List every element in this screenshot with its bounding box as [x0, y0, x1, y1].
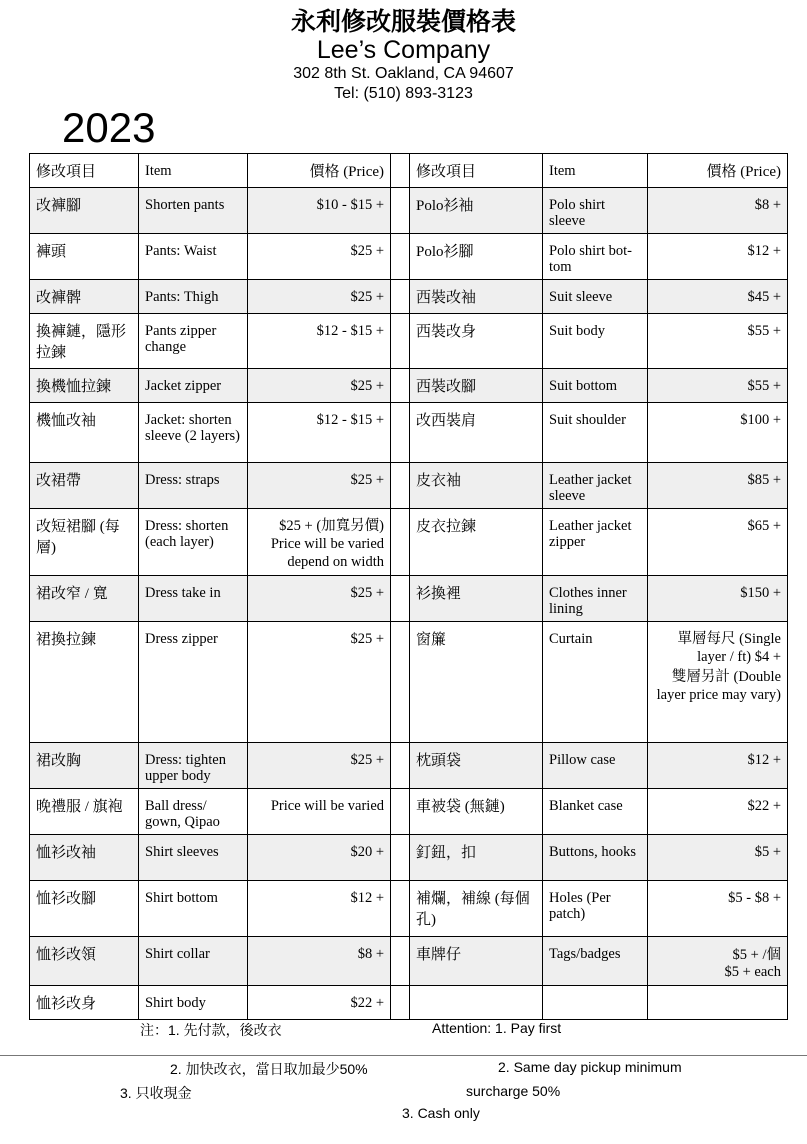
row-right-zh: 枕頭袋 [410, 743, 543, 789]
row-right-price: $100 + [648, 403, 788, 463]
row-right-item: Clothes inner lining [543, 576, 648, 622]
row-right-item: Blanket case [543, 789, 648, 835]
row-right-item: Buttons, hooks [543, 835, 648, 881]
row-left-price: $8 + [248, 937, 391, 986]
row-right-zh: 西裝改身 [410, 314, 543, 369]
table-row [30, 835, 788, 881]
column-gap [391, 789, 410, 835]
header-left-price: 價格 (Price) [248, 154, 391, 188]
table-row [30, 622, 788, 743]
row-right-zh: 西裝改袖 [410, 280, 543, 314]
header-right-zh: 修改項目 [410, 154, 543, 188]
row-left-zh: 裙換拉鍊 [30, 622, 139, 743]
row-right-price: $8 + [648, 188, 788, 234]
tags-price-zh: $5 + /個 [732, 947, 781, 963]
row-left-zh: 褲頭 [30, 234, 139, 280]
row-right-price: $55 + [648, 369, 788, 403]
row-left-item: Jacket zipper [139, 369, 248, 403]
row-right-item: Leather jacket zipper [543, 509, 648, 576]
row-right-item [543, 986, 648, 1020]
row-right-zh: Polo衫腳 [410, 234, 543, 280]
row-right-item: Suit body [543, 314, 648, 369]
column-gap [391, 234, 410, 280]
table-row [30, 789, 788, 835]
row-right-price: $65 + [648, 509, 788, 576]
row-right-item: Polo shirt sleeve [543, 188, 648, 234]
column-gap [391, 280, 410, 314]
table-row [30, 986, 788, 1020]
row-left-price: $12 + [248, 881, 391, 937]
row-right-price: $22 + [648, 789, 788, 835]
row-left-price: $12 - $15 + [248, 403, 391, 463]
column-gap [391, 835, 410, 881]
row-right-price: $85 + [648, 463, 788, 509]
note-en-1: Attention: 1. Pay first [432, 1020, 562, 1036]
row-left-item: Dress take in [139, 576, 248, 622]
column-gap [391, 622, 410, 743]
row-right-item: Leather jacket sleeve [543, 463, 648, 509]
row-right-item: Suit bottom [543, 369, 648, 403]
note-en-2-cont: surcharge 50% [466, 1083, 561, 1099]
row-left-zh: 恤衫改身 [30, 986, 139, 1020]
column-gap [391, 188, 410, 234]
table-row [30, 280, 788, 314]
row-right-zh: 衫換裡 [410, 576, 543, 622]
row-right-zh: 皮衣拉鍊 [410, 509, 543, 576]
column-gap [391, 743, 410, 789]
column-gap [391, 403, 410, 463]
row-right-zh: 皮衣袖 [410, 463, 543, 509]
table-row [30, 403, 788, 463]
row-left-item: Pants zipper change [139, 314, 248, 369]
row-left-item: Dress: tighten upper body [139, 743, 248, 789]
row-right-item: Suit shoulder [543, 403, 648, 463]
row-left-zh: 恤衫改袖 [30, 835, 139, 881]
row-left-price: $25 + [248, 622, 391, 743]
row-left-price: $12 - $15 + [248, 314, 391, 369]
row-left-price: $25 + (加寬另價) Price will be varied depend on width [248, 509, 391, 576]
column-gap [391, 154, 410, 188]
note-zh-2: 2. 加快改衣，當日取加最少50% [170, 1061, 368, 1077]
header-left-zh: 修改項目 [30, 154, 139, 188]
row-left-zh: 裙改胸 [30, 743, 139, 789]
row-right-price: $55 + [648, 314, 788, 369]
table-row [30, 509, 788, 576]
row-right-price: $5 + [648, 835, 788, 881]
column-gap [391, 369, 410, 403]
table-row [30, 314, 788, 369]
row-right-zh [410, 986, 543, 1020]
row-left-price: $25 + [248, 369, 391, 403]
column-gap [391, 881, 410, 937]
row-left-zh: 裙改窄 / 寬 [30, 576, 139, 622]
row-left-zh: 改褲腳 [30, 188, 139, 234]
row-right-price: $5 - $8 + [648, 881, 788, 937]
row-left-price: $22 + [248, 986, 391, 1020]
row-left-price: $20 + [248, 835, 391, 881]
row-left-zh: 晚禮服 / 旗袍 [30, 789, 139, 835]
row-left-item: Pants: Waist [139, 234, 248, 280]
row-left-item: Shirt sleeves [139, 835, 248, 881]
row-right-price: $12 + [648, 234, 788, 280]
row-right-zh: Polo衫袖 [410, 188, 543, 234]
row-left-item: Jacket: shorten sleeve (2 layers) [139, 403, 248, 463]
header-right-price: 價格 (Price) [648, 154, 788, 188]
row-right-item: Suit sleeve [543, 280, 648, 314]
row-left-zh: 換褲鏈，隱形拉鍊 [30, 314, 139, 369]
row-left-price: $25 + [248, 576, 391, 622]
row-right-price [648, 986, 788, 1020]
year-heading: 2023 [62, 104, 156, 151]
curtain-double-layer-price: 雙層另計 (Double layer price may vary) [656, 669, 781, 703]
row-left-price: Price will be varied [248, 789, 391, 835]
header-row [30, 154, 788, 188]
row-right-price: $45 + [648, 280, 788, 314]
row-left-zh: 改裙帶 [30, 463, 139, 509]
row-left-price: $25 + [248, 463, 391, 509]
table-row [30, 369, 788, 403]
curtain-single-layer-price: 單層每尺 (Single layer / ft) $4 + [677, 631, 781, 665]
row-left-item: Shirt collar [139, 937, 248, 986]
row-right-price: $150 + [648, 576, 788, 622]
divider [0, 1055, 807, 1056]
row-right-zh: 窗簾 [410, 622, 543, 743]
note-en-3: 3. Cash only [402, 1105, 480, 1121]
table-row [30, 881, 788, 937]
row-left-item: Dress: shorten (each layer) [139, 509, 248, 576]
row-left-zh: 機恤改袖 [30, 403, 139, 463]
row-left-price: $25 + [248, 280, 391, 314]
table-row [30, 463, 788, 509]
address: 302 8th St. Oakland, CA 94607 [293, 65, 514, 82]
row-left-item: Pants: Thigh [139, 280, 248, 314]
header-left-item: Item [139, 154, 248, 188]
row-left-price: $25 + [248, 743, 391, 789]
note-zh-1: 注：1. 先付款，後改衣 [140, 1022, 282, 1038]
note-zh-3: 3. 只收現金 [120, 1085, 192, 1101]
row-right-item: Polo shirt bottom [543, 234, 648, 280]
row-right-item: Pillow case [543, 743, 648, 789]
title-chinese: 永利修改服裝價格表 [290, 8, 516, 36]
row-right-price-cell [648, 937, 788, 986]
tags-price-en: $5 + each [724, 964, 781, 980]
column-gap [391, 937, 410, 986]
row-left-item: Dress: straps [139, 463, 248, 509]
row-right-zh: 車被袋 (無鏈) [410, 789, 543, 835]
row-right-item: Curtain [543, 622, 648, 743]
row-left-item: Ball dress/ gown, Qipao [139, 789, 248, 835]
row-right-zh: 釘鈕，扣 [410, 835, 543, 881]
table-row [30, 234, 788, 280]
telephone: Tel: (510) 893-3123 [334, 85, 473, 102]
row-left-price: $25 + [248, 234, 391, 280]
row-left-zh: 恤衫改腳 [30, 881, 139, 937]
row-right-zh: 車牌仔 [410, 937, 543, 986]
row-right-price: $12 + [648, 743, 788, 789]
row-right-zh: 補爛，補線 (每個孔) [410, 881, 543, 937]
row-right-zh: 西裝改腳 [410, 369, 543, 403]
column-gap [391, 986, 410, 1020]
table-row [30, 743, 788, 789]
row-right-item: Holes (Per patch) [543, 881, 648, 937]
row-left-item: Dress zipper [139, 622, 248, 743]
row-right-zh: 改西裝肩 [410, 403, 543, 463]
column-gap [391, 509, 410, 576]
table-row [30, 188, 788, 234]
header-right-item: Item [543, 154, 648, 188]
row-left-zh: 恤衫改領 [30, 937, 139, 986]
column-gap [391, 463, 410, 509]
row-left-item: Shirt bottom [139, 881, 248, 937]
column-gap [391, 576, 410, 622]
row-left-zh: 改褲髀 [30, 280, 139, 314]
row-left-item: Shorten pants [139, 188, 248, 234]
table-row [30, 576, 788, 622]
note-en-2: 2. Same day pickup minimum [498, 1059, 682, 1075]
row-left-price: $10 - $15 + [248, 188, 391, 234]
row-left-item: Shirt body [139, 986, 248, 1020]
company-name: Lee’s Company [316, 36, 491, 64]
row-left-zh: 改短裙腳 (每層) [30, 509, 139, 576]
price-table [29, 153, 788, 1020]
table-row [30, 937, 788, 986]
column-gap [391, 314, 410, 369]
row-right-price-cell [648, 622, 788, 743]
row-left-zh: 換機恤拉鍊 [30, 369, 139, 403]
row-right-item: Tags/badges [543, 937, 648, 986]
